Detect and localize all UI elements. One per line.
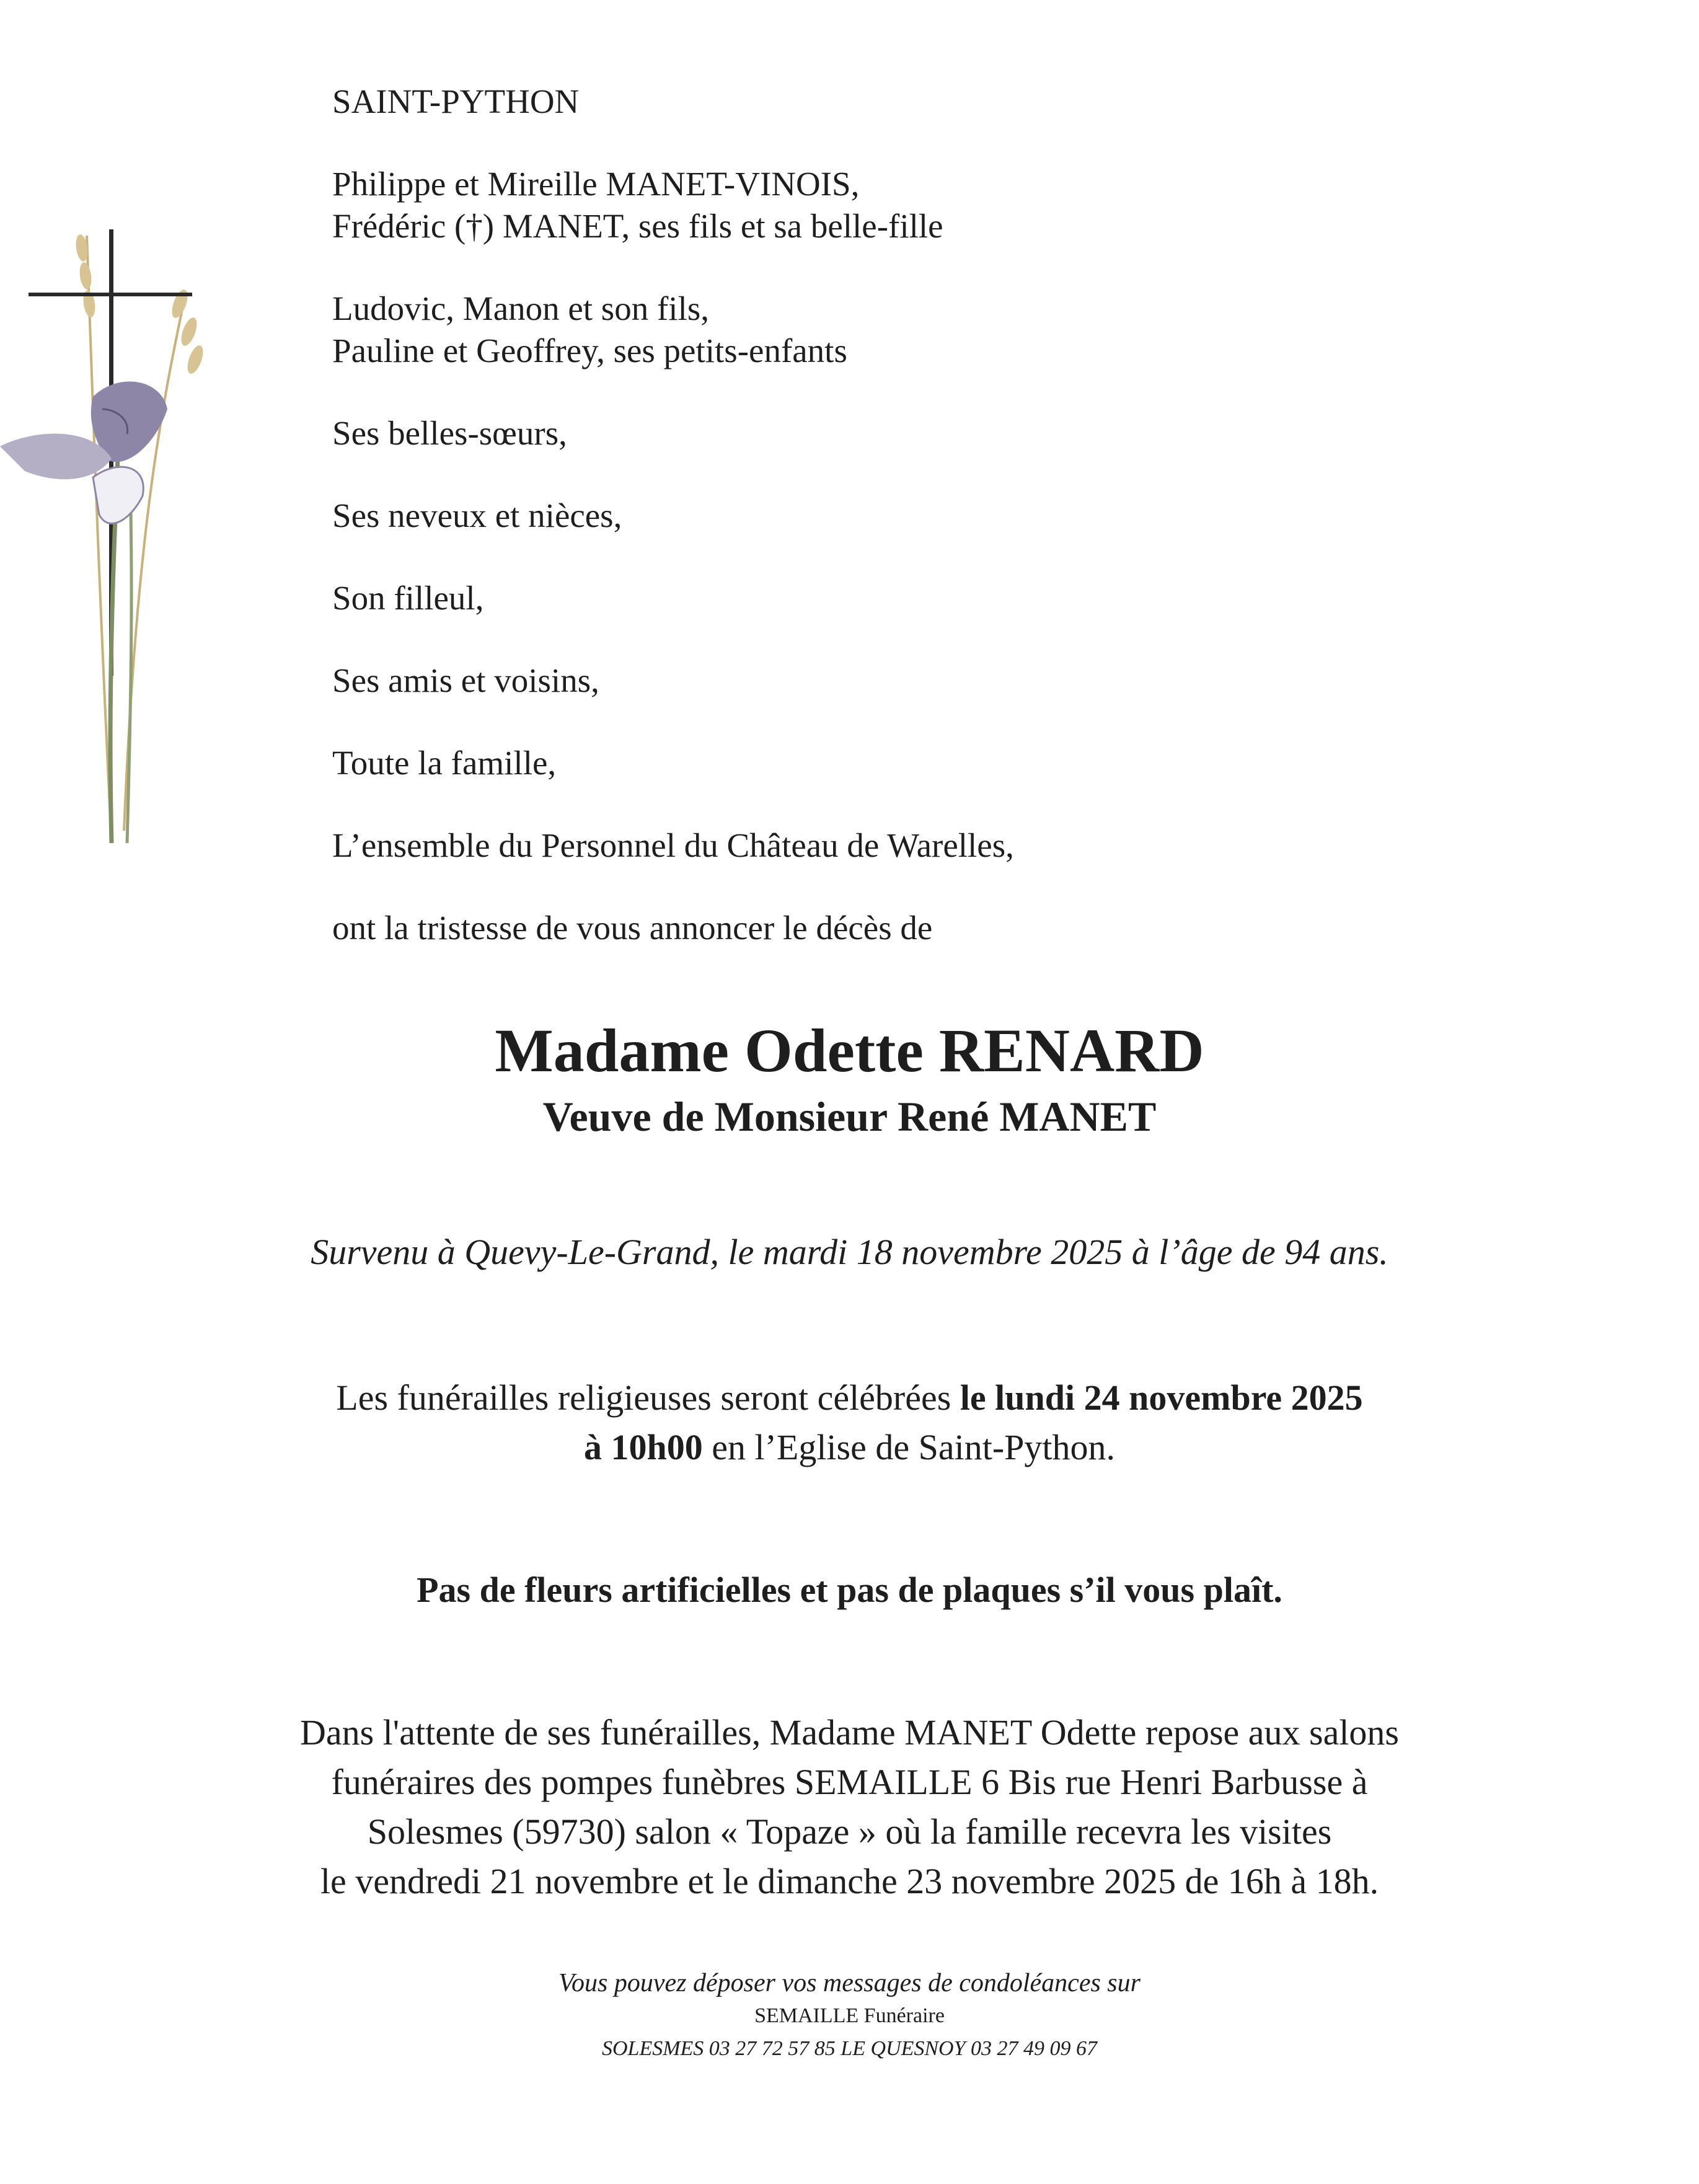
widow-of: Veuve de Monsieur René MANET [542,1093,1157,1140]
visitation-line-1: Dans l'attente de ses funérailles, Madame MANET Odette repose aux salons [299,1712,1400,1753]
condolences-note: Vous pouvez déposer vos messages de condoléances sur [558,1969,1141,1997]
funeral-date: le lundi 24 novembre 2025 [960,1377,1363,1418]
funeral-prefix: Les funérailles religieuses seront célébrées [336,1377,960,1418]
family-list [332,81,1510,989]
sisters-in-law: Ses belles-sœurs, [332,414,567,452]
funeral-line-1 [0,1373,1699,1423]
godson: Son filleul, [332,579,484,617]
nephews-nieces: Ses neveux et nièces, [332,497,622,534]
sons-line-2: Frédéric (†) MANET, ses fils et sa belle-fille [332,207,943,245]
visitation-line-3: Solesmes (59730) salon « Topaze » où la famille recevra les visites [367,1811,1332,1852]
visitation-line-4: le vendredi 21 novembre et le dimanche 23 novembre 2025 de 16h à 18h. [320,1861,1379,1901]
funeral-place: en l’Eglise de Saint-Python. [702,1427,1116,1467]
grandchildren-line-1: Ludovic, Manon et son fils, [332,290,709,327]
deceased-name: Madame Odette RENARD [495,1016,1204,1085]
cross-lily-ornament-icon [0,223,211,855]
place-heading: SAINT-PYTHON [332,82,580,120]
sons-line-1: Philippe et Mireille MANET-VINOIS, [332,165,860,203]
funeral-line-2 [0,1423,1699,1472]
funeral-time: à 10h00 [583,1427,703,1467]
all-family: Toute la famille, [332,744,557,782]
staff-line: L’ensemble du Personnel du Château de Warelles, [332,826,1014,864]
funeral-company: SEMAILLE Funéraire [754,2004,945,2027]
grandchildren-line-2: Pauline et Geoffrey, ses petits-enfants [332,332,847,369]
visitation-info [0,1708,1699,1906]
death-notice: Survenu à Quevy-Le-Grand, le mardi 18 novembre 2025 à l’âge de 94 ans. [311,1232,1388,1272]
company-phones: SOLESMES 03 27 72 57 85 LE QUESNOY 03 27 49 09 67 [601,2037,1098,2060]
no-flowers-request: Pas de fleurs artificielles et pas de plaques s’il vous plaît. [417,1570,1282,1610]
visitation-line-2: funéraires des pompes funèbres SEMAILLE 6 Bis rue Henri Barbusse à [331,1762,1368,1802]
announcement-line: ont la tristesse de vous annoncer le décès de [332,909,933,947]
friends-neighbours: Ses amis et voisins, [332,661,599,699]
